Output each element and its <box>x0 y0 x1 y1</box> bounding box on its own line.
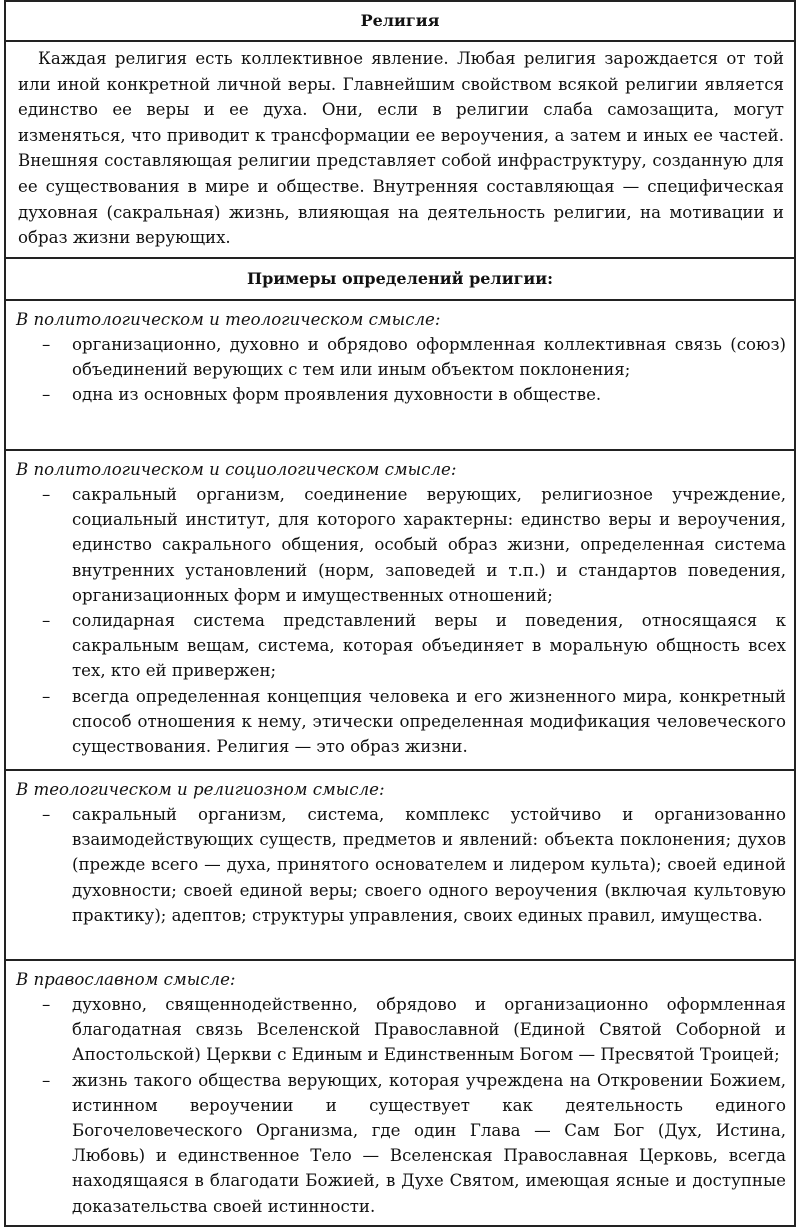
list-item <box>16 1068 786 1219</box>
definition-list <box>16 482 786 759</box>
examples-heading: Примеры определений религии: <box>5 258 795 300</box>
dash-bullet: – <box>42 804 51 824</box>
definition-section-political-theological <box>5 300 795 450</box>
dash-bullet: – <box>42 484 51 504</box>
definition-list <box>16 802 786 928</box>
list-item-text: сакральный организм, соединение верующих, религиозное учреждение, социальный институт, для которого характерны: единство веры и вероучения, единство сакрального общения, особый образ жизни, определенная система внутренних установлений (норм, заповедей и т.п.) и стандартов поведения, организационных форм и имущественных отношений; <box>72 484 786 605</box>
list-item-text: духовно, священнодейственно, обрядово и организационно оформленная благодатная связь Вселенской Православной (Единой Святой Соборной и Апостольской) Церкви с Единым и Единственным Богом — Пресвятой Троицей; <box>72 994 786 1065</box>
list-item <box>16 684 786 760</box>
list-item <box>16 382 786 407</box>
section-heading: В православном смысле: <box>16 969 236 989</box>
dash-bullet: – <box>42 610 51 630</box>
intro-paragraph: Каждая религия есть коллективное явление. Любая религия зарождается от той или иной конкретной личной веры. Главнейшим свойством всякой религии является единство ее веры и ее духа. Они, если в религии слаба самозащита, могут изменяться, что приводит к трансформации ее вероучения, а затем и иных ее частей. Внешняя составляющая религии представляет собой инфраструктуру, созданную для ее существования в мире и обществе. Внутренняя составляющая — специфическая духовная (сакральная) жизнь, влияющая на деятельность религии, на мотивации и образ жизни верующих. <box>5 41 795 258</box>
list-item-text: жизнь такого общества верующих, которая учреждена на Откровении Божием, истинном вероучении и существует как деятельность единого Богочеловеческого Организма, где один Глава — Сам Бог (Дух, Истина, Любовь) и единственное Тело — Вселенская Православная Церковь, всегда находящаяся в благодати Божией, в Духе Святом, имеющая ясные и доступные доказательства своей истинности. <box>72 1070 786 1216</box>
dash-bullet: – <box>42 686 51 706</box>
dash-bullet: – <box>42 385 51 405</box>
list-item <box>16 992 786 1068</box>
section-heading: В теологическом и религиозном смысле: <box>16 779 385 799</box>
list-item <box>16 482 786 608</box>
religion-table <box>4 0 796 1227</box>
list-item-text: организационно, духовно и обрядово оформленная коллективная связь (союз) объединений верующих с тем или иным объектом поклонения; <box>72 334 786 380</box>
document-page <box>4 0 796 1227</box>
list-item-text: всегда определенная концепция человека и его жизненного мира, конкретный способ отношения к нему, этически определенная модификация человеческого существования. Религия — это образ жизни. <box>72 686 786 756</box>
section-heading: В политологическом и теологическом смысле: <box>16 309 441 329</box>
definition-list <box>16 332 786 408</box>
dash-bullet: – <box>42 994 51 1014</box>
list-item <box>16 608 786 684</box>
section-heading: В политологическом и социологическом смысле: <box>16 459 457 479</box>
definition-section-political-sociological <box>5 450 795 770</box>
list-item <box>16 332 786 382</box>
table-title: Религия <box>5 1 795 41</box>
list-item-text: одна из основных форм проявления духовности в обществе. <box>72 385 602 405</box>
list-item-text: сакральный организм, система, комплекс устойчиво и организованно взаимодействующих существ, предметов и явлений: объекта поклонения; духов (прежде всего — духа, принятого основателем и лидером культа); своей единой духовности; своей единой веры; своего одного вероучения (включая культовую практику); адептов; структуры управления, своих единых правил, имущества. <box>72 804 786 925</box>
definition-section-orthodox <box>5 960 795 1226</box>
dash-bullet: – <box>42 334 51 354</box>
definition-section-theological-religious <box>5 770 795 960</box>
dash-bullet: – <box>42 1070 51 1090</box>
list-item <box>16 802 786 928</box>
definition-list <box>16 992 786 1219</box>
list-item-text: солидарная система представлений веры и поведения, относящаяся к сакральным вещам, система, которая объединяет в моральную общность всех тех, кто ей привержен; <box>72 610 786 681</box>
